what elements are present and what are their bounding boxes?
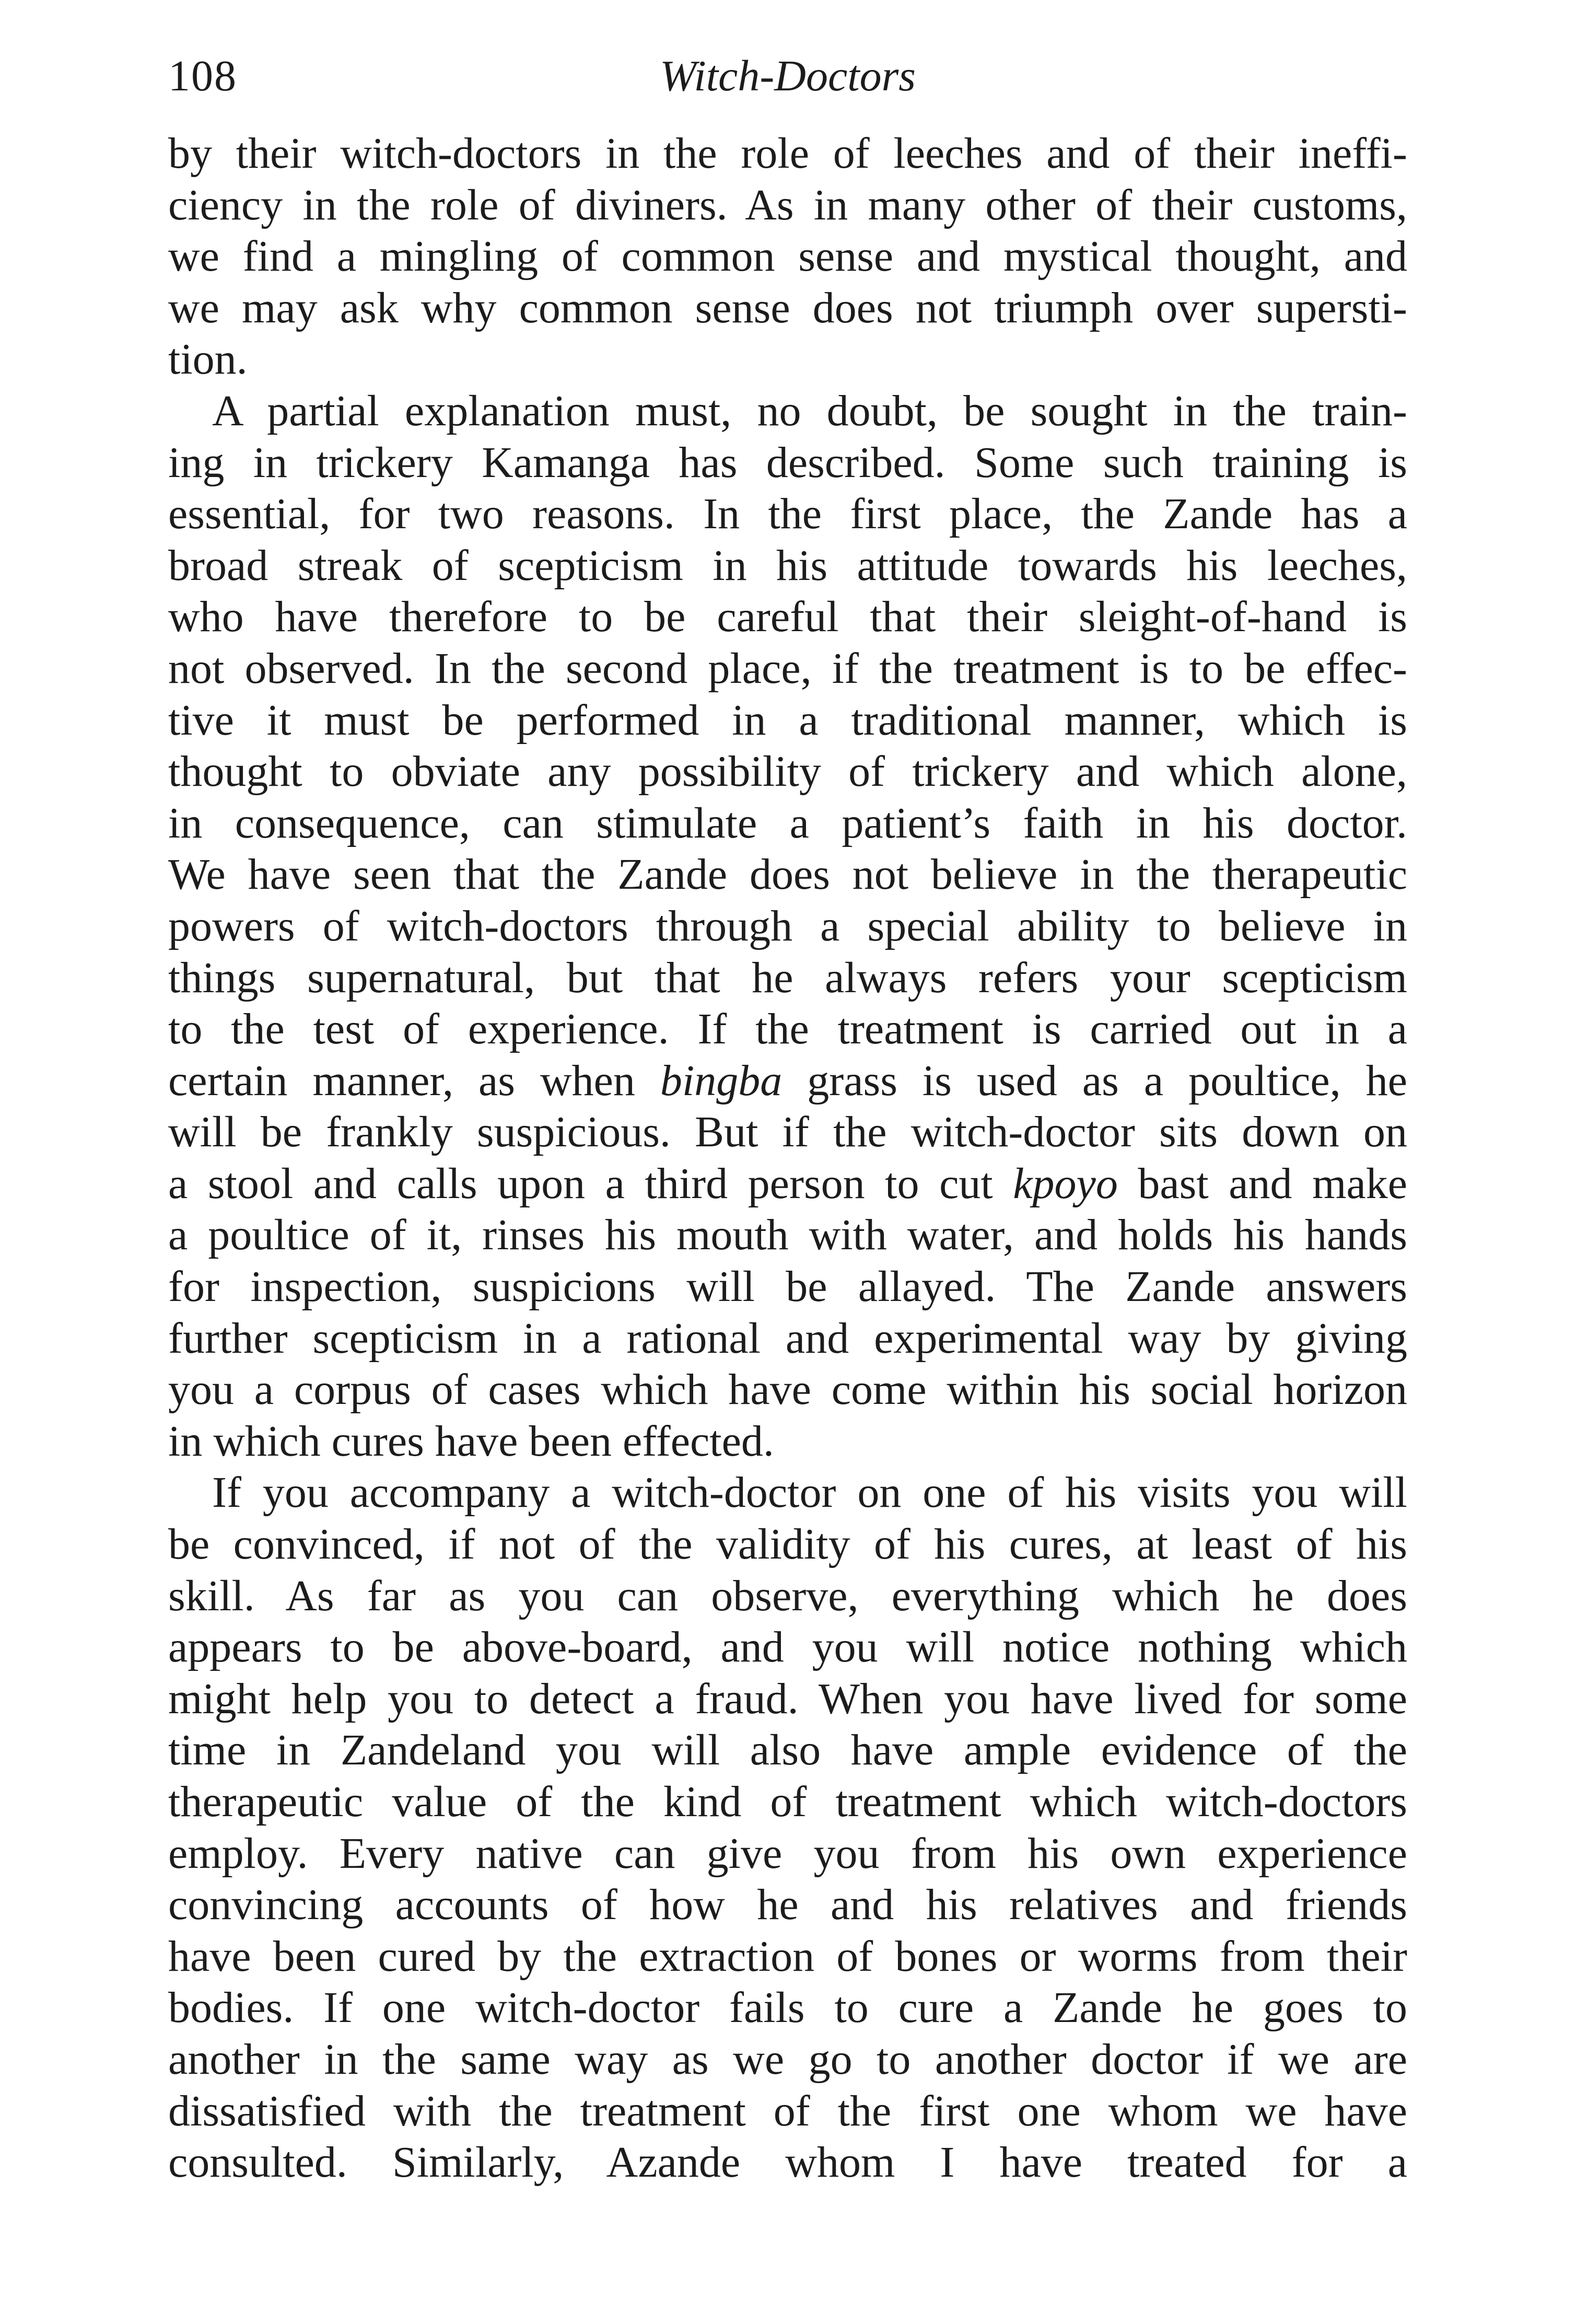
running-title: Witch-Doctors [660,52,916,100]
paragraph [168,1467,1407,2188]
text-line: bodies. If one witch-doctor fails to cure a Zande he goes to [168,1983,1407,2032]
text-segment: a stool and calls upon a third person to cut [168,1159,1013,1208]
text-line: to the test of experience. If the treatment is carried out in a [168,1005,1407,1054]
text-line: appears to be above-board, and you will notice nothing which [168,1623,1407,1672]
text-line: things supernatural, but that he always refers your scepticism [168,953,1407,1002]
italic-term: bingba [660,1056,783,1105]
body-text [168,128,1407,2189]
text-line: ciency in the role of diviners. As in many other of their customs, [168,180,1407,229]
text-line [168,1158,1407,1210]
running-head [168,51,1407,102]
text-line: by their witch-doctors in the role of leeches and of their ineffi- [168,129,1407,178]
text-segment: grass is used as a poultice, he [782,1056,1407,1105]
text-line: who have therefore to be careful that their sleight-of-hand is [168,592,1407,642]
text-line: time in Zandeland you will also have ample evidence of the [168,1726,1407,1775]
text-line: in which cures have been effected. [168,1416,774,1466]
text-line: further scepticism in a rational and experimental way by giving [168,1314,1407,1363]
text-line: tion. [168,335,248,384]
text-line: we find a mingling of common sense and mystical thought, and [168,232,1407,281]
text-line: tive it must be performed in a traditional manner, which is [168,695,1407,745]
italic-term: kpoyo [1013,1159,1118,1208]
text-line: consulted. Similarly, Azande whom I have treated for a [168,2138,1407,2187]
text-line: A partial explanation must, no doubt, be sought in the train- [212,386,1407,435]
text-line: be convinced, if not of the validity of his cures, at least of his [168,1520,1407,1569]
text-line: you a corpus of cases which have come within his social horizon [168,1365,1407,1414]
text-line: thought to obviate any possibility of trickery and which alone, [168,747,1407,796]
text-line: might help you to detect a fraud. When you have lived for some [168,1674,1407,1723]
text-line: a poultice of it, rinses his mouth with water, and holds his hands [168,1211,1407,1260]
text-line: not observed. In the second place, if the treatment is to be effec- [168,644,1407,693]
text-line: we may ask why common sense does not triumph over supersti- [168,283,1407,332]
text-line: convincing accounts of how he and his relatives and friends [168,1880,1407,1930]
text-line: We have seen that the Zande does not believe in the therapeutic [168,850,1407,899]
text-line: in consequence, can stimulate a patient’s faith in his doctor. [168,798,1407,847]
text-line: essential, for two reasons. In the first place, the Zande has a [168,490,1407,539]
text-line: have been cured by the extraction of bones or worms from their [168,1932,1407,1981]
paragraph [168,386,1407,1467]
text-line: skill. As far as you can observe, everything which he does [168,1571,1407,1620]
text-line: broad streak of scepticism in his attitude towards his leeches, [168,541,1407,590]
page-number: 108 [168,52,237,100]
text-segment: bast and make [1117,1159,1407,1208]
text-line: If you accompany a witch-doctor on one of his visits you will [212,1468,1407,1517]
text-line: powers of witch-doctors through a special ability to believe in [168,901,1407,950]
text-line: therapeutic value of the kind of treatment which witch-doctors [168,1777,1407,1826]
text-line: another in the same way as we go to another doctor if we are [168,2035,1407,2084]
text-line: employ. Every native can give you from his own experience [168,1829,1407,1878]
text-line: ing in trickery Kamanga has described. Some such training is [168,438,1407,487]
text-line: for inspection, suspicions will be allayed. The Zande answers [168,1262,1407,1311]
text-line [168,1055,1407,1107]
text-line: dissatisfied with the treatment of the first one whom we have [168,2086,1407,2135]
text-segment: certain manner, as when [168,1056,660,1105]
paragraph [168,128,1407,386]
text-line: will be frankly suspicious. But if the witch-doctor sits down on [168,1108,1407,1157]
